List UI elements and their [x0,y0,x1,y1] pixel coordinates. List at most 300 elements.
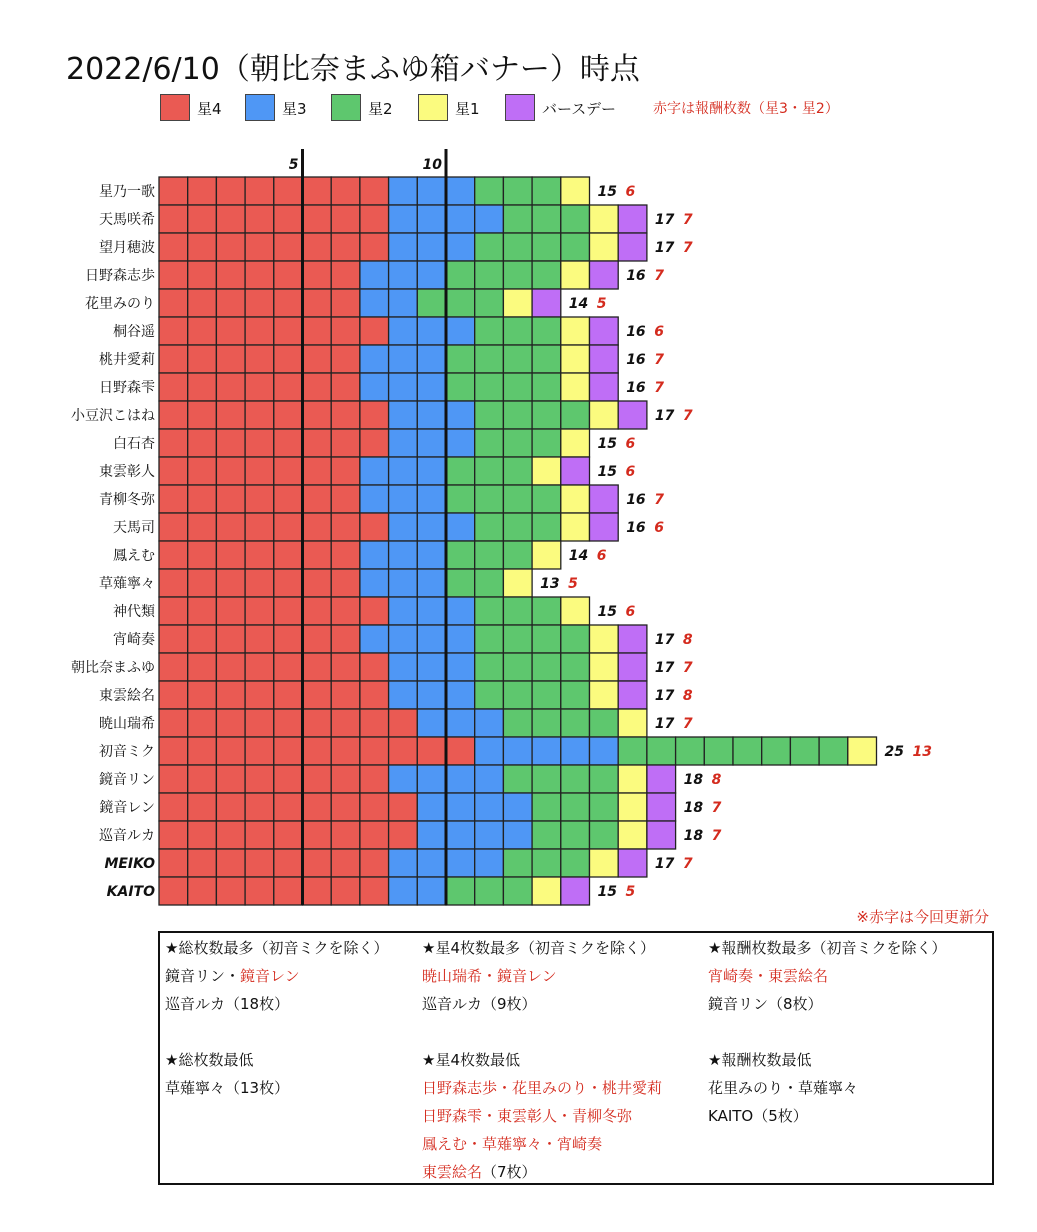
summary-text: 日野森雫・東雲彰人・青柳冬弥 [422,1107,633,1125]
bar-cell-星2 [532,625,561,653]
bar-cell-星4 [188,429,217,457]
bar-cell-星3 [446,513,475,541]
bar-cell-星4 [216,429,245,457]
bar-cell-星4 [274,513,303,541]
bar-cell-星4 [360,597,389,625]
bar-cell-星4 [274,569,303,597]
bar-cell-星4 [245,597,274,625]
bar-cell-星2 [532,513,561,541]
bar-cell-星4 [216,737,245,765]
bar-cell-星4 [331,877,360,905]
bar-cell-バースデー [618,401,647,429]
bar-cell-星4 [274,849,303,877]
gridline-label: 10 [422,157,442,173]
bar-cell-星4 [216,653,245,681]
bar-cell-星3 [360,569,389,597]
bar-cell-星3 [417,821,446,849]
bar-cell-星4 [274,317,303,345]
total-label: 17 [654,716,675,732]
bar-cell-星1 [561,513,590,541]
total-label: 13 [540,576,560,592]
bar-cell-星4 [159,541,188,569]
bar-cell-星2 [561,765,590,793]
category-label: MEIKO [104,856,155,872]
bar-cell-星4 [159,737,188,765]
bar-cell-バースデー [590,485,619,513]
reward-label: 6 [625,436,636,452]
bar-cell-星3 [389,289,418,317]
bar-cell-星4 [245,485,274,513]
bar-cell-星4 [360,709,389,737]
bar-cell-バースデー [647,793,676,821]
update-footnote: ※赤字は今回更新分 [856,908,989,926]
bar-cell-星4 [274,737,303,765]
bar-cell-星1 [561,261,590,289]
total-label: 25 [884,744,904,760]
bar-cell-星3 [503,821,532,849]
bar-cell-星3 [389,597,418,625]
reward-label: 7 [654,268,664,284]
bar-cell-星4 [360,681,389,709]
bar-cell-星2 [561,401,590,429]
bar-cell-星4 [245,653,274,681]
bar-cell-星3 [475,205,504,233]
bar-cell-星4 [245,709,274,737]
bar-cell-星4 [360,513,389,541]
bar-cell-星4 [216,597,245,625]
bar-cell-星4 [188,541,217,569]
bar-cell-星1 [590,205,619,233]
bar-cell-星4 [417,737,446,765]
summary-text: 鳳えむ・草薙寧々・宵崎奏 [422,1135,603,1153]
reward-label: 13 [912,744,932,760]
reward-label: 6 [625,604,636,620]
bar-cell-星4 [245,737,274,765]
bar-cell-星2 [475,653,504,681]
bar-cell-星4 [331,541,360,569]
bar-cell-星3 [360,289,389,317]
bar-cell-星4 [188,625,217,653]
bar-cell-星4 [331,653,360,681]
bar-cell-星2 [503,541,532,569]
category-label: 東雲絵名 [99,688,155,704]
bar-cell-星4 [159,653,188,681]
bar-cell-星4 [331,597,360,625]
bar-cell-星2 [475,681,504,709]
bar-cell-星4 [360,765,389,793]
total-label: 17 [654,660,675,676]
bar-cell-星4 [331,513,360,541]
bar-cell-星4 [159,569,188,597]
bar-cell-星2 [446,345,475,373]
total-label: 18 [683,800,704,816]
bar-cell-星3 [417,625,446,653]
reward-label: 7 [682,408,693,424]
bar-cell-星4 [245,541,274,569]
bar-cell-星4 [303,653,332,681]
bar-cell-星2 [503,849,532,877]
bar-cell-星3 [475,793,504,821]
bar-cell-バースデー [590,513,619,541]
category-label: 暁山瑞希 [99,716,155,732]
summary-heading [708,937,946,958]
bar-cell-星3 [446,401,475,429]
bar-cell-星2 [532,233,561,261]
bar-cell-星2 [503,177,532,205]
bar-cell-星4 [216,569,245,597]
bar-cell-星4 [159,345,188,373]
bar-cell-星3 [475,737,504,765]
summary-text: 宵崎奏・東雲絵名 [708,967,829,985]
bar-cell-星3 [417,317,446,345]
summary-text: 暁山瑞希・鏡音レン [422,967,557,985]
bar-cell-星3 [417,569,446,597]
reward-label: 5 [596,296,607,312]
bar-cell-星2 [417,289,446,317]
bar-cell-星1 [532,877,561,905]
bar-cell-星4 [216,261,245,289]
bar-cell-星4 [188,177,217,205]
bar-cell-星2 [503,429,532,457]
bar-cell-星4 [303,737,332,765]
total-label: 17 [654,212,675,228]
bar-cell-星4 [331,793,360,821]
bar-cell-星4 [216,345,245,373]
bar-cell-星3 [389,317,418,345]
bar-cell-星4 [159,681,188,709]
bar-cell-星2 [590,821,619,849]
bar-cell-星4 [360,793,389,821]
bar-cell-星3 [389,765,418,793]
bar-cell-星3 [475,821,504,849]
reward-label: 6 [625,464,636,480]
bar-cell-星2 [475,569,504,597]
bar-cell-星4 [331,681,360,709]
bar-cell-星2 [503,765,532,793]
bar-cell-星4 [188,317,217,345]
bar-cell-星4 [245,401,274,429]
bar-cell-星4 [188,597,217,625]
bar-cell-星4 [216,541,245,569]
bar-cell-星4 [303,821,332,849]
bar-cell-星3 [389,345,418,373]
bar-cell-星4 [331,345,360,373]
bar-cell-星3 [389,429,418,457]
category-label: 日野森雫 [99,380,155,396]
bar-cell-星2 [503,401,532,429]
bar-cell-星3 [389,569,418,597]
bar-cell-星4 [216,401,245,429]
bar-cell-星4 [360,317,389,345]
bar-cell-星4 [331,569,360,597]
bar-cell-星3 [417,457,446,485]
bar-cell-星4 [360,205,389,233]
bar-cell-星3 [389,233,418,261]
bar-cell-星4 [360,653,389,681]
bar-cell-星4 [331,177,360,205]
summary-text: KAITO（5枚） [708,1107,808,1125]
bar-cell-星4 [303,401,332,429]
bar-cell-星4 [188,289,217,317]
bar-cell-星4 [274,681,303,709]
bar-cell-星2 [561,625,590,653]
bar-cell-星4 [331,205,360,233]
bar-cell-バースデー [618,849,647,877]
bar-cell-星2 [503,457,532,485]
bar-cell-星4 [245,233,274,261]
bar-cell-星4 [159,849,188,877]
bar-cell-星3 [360,485,389,513]
bar-cell-星2 [475,177,504,205]
bar-cell-星2 [590,709,619,737]
bar-cell-星4 [245,765,274,793]
bar-cell-星1 [503,569,532,597]
bar-cell-星4 [245,261,274,289]
total-label: 17 [654,632,675,648]
bar-cell-星3 [417,541,446,569]
summary-text: 草薙寧々（13枚） [165,1079,290,1097]
bar-cell-星3 [417,261,446,289]
summary-line [422,1161,537,1182]
bar-cell-星1 [532,457,561,485]
bar-cell-星4 [274,821,303,849]
bar-cell-星4 [303,205,332,233]
bar-cell-星3 [446,821,475,849]
bar-cell-星3 [389,849,418,877]
bar-cell-バースデー [647,765,676,793]
bar-cell-星3 [446,317,475,345]
bar-cell-星2 [475,513,504,541]
bar-cell-星2 [503,261,532,289]
legend-label: 星3 [282,100,307,118]
bar-cell-星4 [188,681,217,709]
bar-cell-星1 [561,485,590,513]
bar-cell-星4 [331,625,360,653]
category-label: 鳳えむ [113,548,155,564]
bar-cell-星1 [532,541,561,569]
bar-cell-星4 [274,261,303,289]
bar-cell-星4 [216,625,245,653]
total-label: 15 [597,604,617,620]
bar-cell-星4 [245,681,274,709]
bar-cell-星3 [503,737,532,765]
bar-cell-星2 [647,737,676,765]
bar-cell-星4 [216,457,245,485]
bar-cell-星3 [389,205,418,233]
summary-text: （7枚） [482,1163,537,1181]
category-label: 望月穂波 [99,240,155,256]
summary-heading [708,1049,811,1070]
bar-cell-星2 [561,709,590,737]
total-label: 15 [597,884,617,900]
bar-cell-星3 [417,793,446,821]
bar-cell-星3 [389,401,418,429]
bar-cell-星4 [331,373,360,401]
bar-cell-星4 [188,653,217,681]
bar-cell-星4 [303,765,332,793]
bar-cell-星4 [331,821,360,849]
bar-cell-星2 [503,653,532,681]
reward-label: 7 [682,240,693,256]
bar-cell-星3 [417,877,446,905]
bar-cell-星2 [503,681,532,709]
bar-cell-星4 [303,345,332,373]
bar-cell-星4 [159,373,188,401]
bar-cell-星4 [216,681,245,709]
bar-cell-星4 [303,485,332,513]
reward-label: 6 [625,184,636,200]
bar-cell-星2 [532,709,561,737]
bar-cell-星4 [274,877,303,905]
bar-cell-星4 [216,177,245,205]
bar-cell-星4 [245,429,274,457]
bar-cell-星2 [503,485,532,513]
category-label: 神代類 [113,604,155,620]
bar-cell-星4 [188,485,217,513]
bar-cell-星4 [245,877,274,905]
bar-cell-星4 [159,401,188,429]
bar-cell-星4 [245,205,274,233]
bar-cell-星4 [274,709,303,737]
bar-cell-星3 [446,233,475,261]
reward-label: 7 [711,828,722,844]
bar-cell-星1 [590,681,619,709]
bar-cell-星2 [532,821,561,849]
bar-cell-星4 [245,317,274,345]
category-label: 桐谷遥 [113,324,155,340]
bar-cell-星2 [704,737,733,765]
reward-label: 7 [682,212,693,228]
bar-cell-星2 [475,345,504,373]
legend-label: 星4 [197,100,222,118]
bar-cell-星4 [274,457,303,485]
category-label: 天馬咲希 [99,212,155,228]
bar-cell-星2 [446,569,475,597]
summary-line [422,993,537,1014]
bar-cell-星4 [159,709,188,737]
bar-cell-バースデー [590,373,619,401]
reward-label: 5 [568,576,578,592]
bar-cell-星2 [503,625,532,653]
bar-cell-星2 [503,709,532,737]
bar-cell-星2 [561,681,590,709]
bar-cell-星4 [360,429,389,457]
bar-cell-星2 [475,541,504,569]
summary-text: ★総枚数最低 [165,1051,254,1069]
bar-cell-星4 [216,821,245,849]
summary-heading [165,937,388,958]
bar-cell-星3 [446,709,475,737]
bar-cell-星4 [389,793,418,821]
bar-cell-星3 [446,177,475,205]
bar-cell-星4 [159,765,188,793]
bar-cell-星2 [561,233,590,261]
bar-cell-星3 [475,849,504,877]
bar-cell-星4 [303,597,332,625]
bar-cell-星1 [618,709,647,737]
reward-label: 8 [682,688,693,704]
summary-line [422,965,557,986]
bar-cell-星2 [590,765,619,793]
summary-text: 巡音ルカ（9枚） [422,995,537,1013]
bar-cell-星4 [274,485,303,513]
bar-cell-星4 [216,765,245,793]
bar-cell-星1 [561,177,590,205]
bar-cell-星2 [503,597,532,625]
bar-cell-星3 [360,625,389,653]
bar-cell-星3 [389,513,418,541]
bar-cell-星2 [532,317,561,345]
total-label: 16 [626,352,646,368]
summary-text: 東雲絵名 [422,1163,483,1181]
reward-label: 7 [711,800,722,816]
bar-cell-星2 [532,485,561,513]
bar-cell-星2 [819,737,848,765]
bar-cell-星4 [216,205,245,233]
bar-cell-星2 [532,401,561,429]
summary-text: 巡音ルカ（18枚） [165,995,290,1013]
summary-text: ★星4枚数最低 [422,1051,520,1069]
bar-cell-星4 [188,877,217,905]
bar-cell-星4 [360,177,389,205]
bar-cell-星2 [475,261,504,289]
bar-cell-星4 [188,793,217,821]
bar-cell-星3 [532,737,561,765]
total-label: 18 [683,772,704,788]
bar-cell-星4 [245,849,274,877]
reward-label: 6 [596,548,607,564]
bar-cell-星2 [590,793,619,821]
bar-cell-星3 [446,765,475,793]
bar-cell-星3 [417,205,446,233]
bar-cell-星4 [274,793,303,821]
bar-cell-星2 [475,429,504,457]
bar-cell-星1 [590,849,619,877]
category-label: 鏡音レン [99,800,155,816]
bar-cell-星1 [503,289,532,317]
bar-cell-星2 [532,597,561,625]
bar-cell-星4 [159,177,188,205]
bar-cell-星4 [245,177,274,205]
bar-cell-星4 [188,737,217,765]
summary-line [165,993,289,1014]
bar-cell-星3 [360,261,389,289]
bar-cell-星1 [590,401,619,429]
bar-cell-星4 [188,569,217,597]
reward-label: 7 [682,660,693,676]
bar-cell-星2 [446,289,475,317]
bar-cell-星2 [475,625,504,653]
bar-cell-星2 [446,877,475,905]
bar-cell-星2 [561,653,590,681]
total-label: 14 [568,296,589,312]
bar-cell-バースデー [590,317,619,345]
bar-cell-星2 [503,233,532,261]
bar-cell-星4 [159,821,188,849]
bar-cell-星4 [216,485,245,513]
bar-cell-星4 [274,429,303,457]
bar-cell-星4 [331,485,360,513]
summary-line [422,1133,602,1154]
bar-cell-星4 [303,625,332,653]
bar-cell-星3 [446,625,475,653]
bar-cell-星4 [159,317,188,345]
bar-cell-星1 [590,625,619,653]
bar-cell-星3 [417,681,446,709]
bar-cell-星4 [303,709,332,737]
bar-cell-星2 [532,345,561,373]
total-label: 17 [654,240,675,256]
